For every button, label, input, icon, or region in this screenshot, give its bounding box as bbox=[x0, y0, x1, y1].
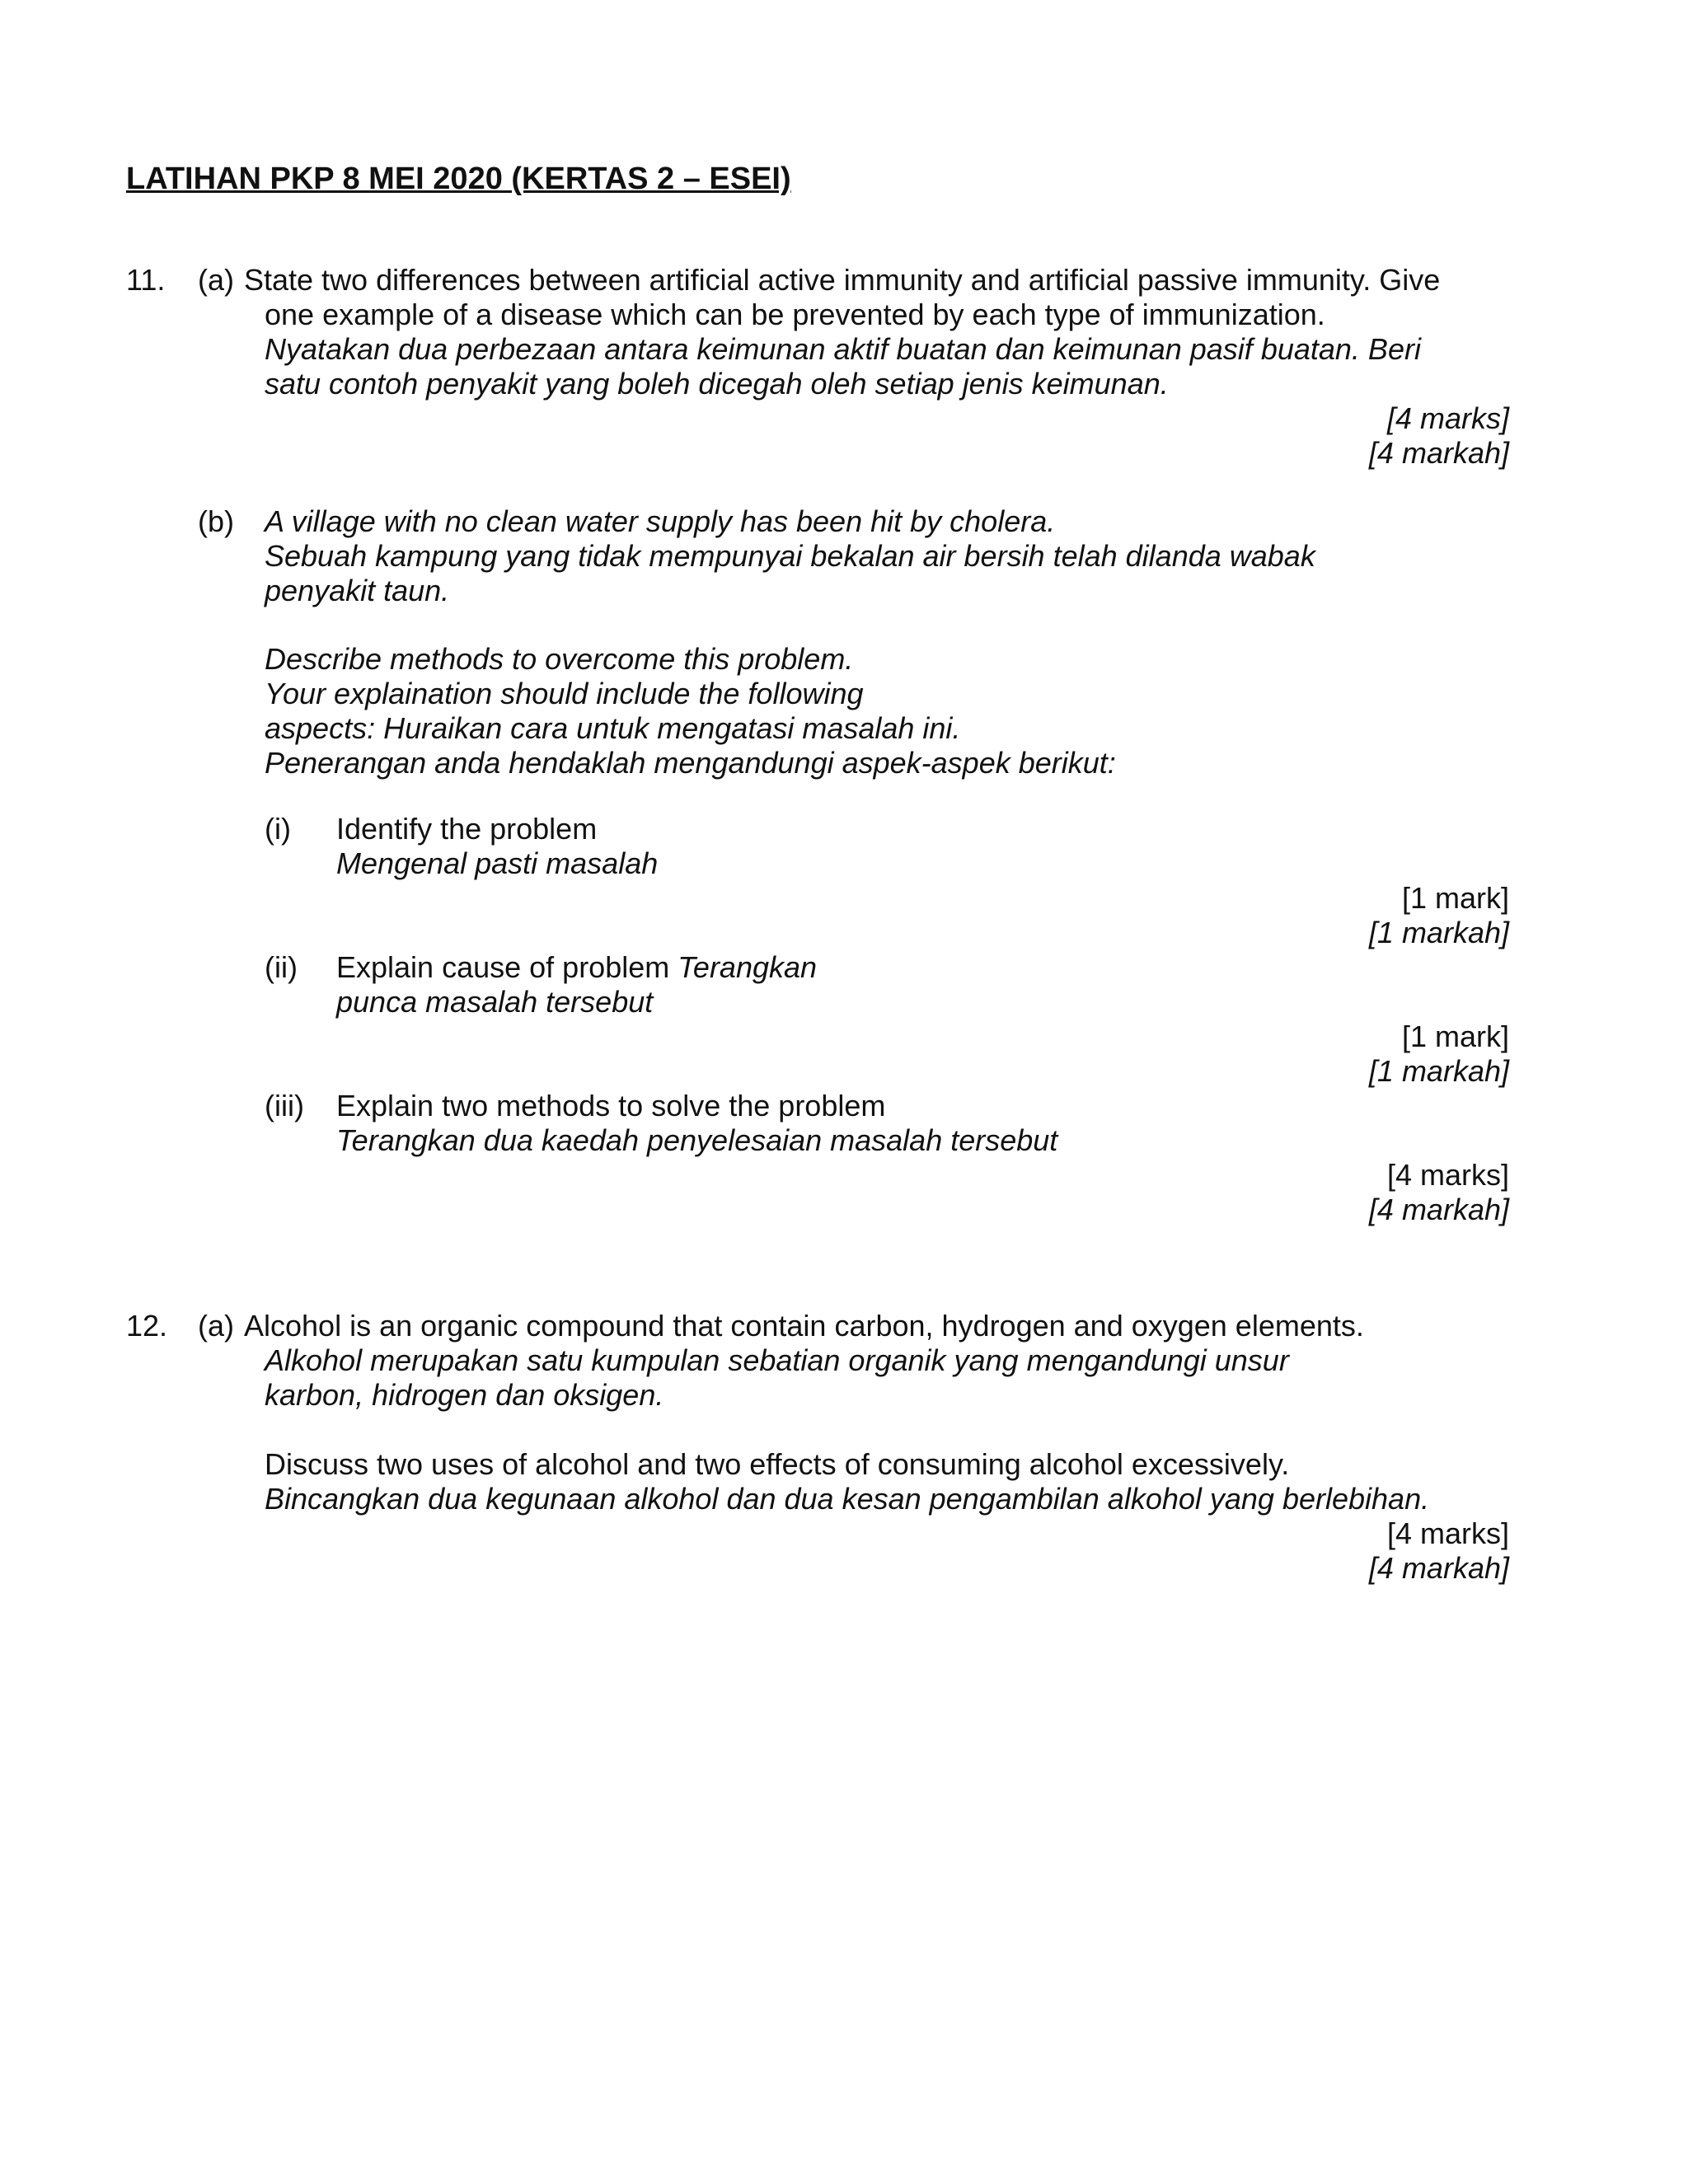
marks-label: [1 mark] bbox=[1401, 1019, 1509, 1053]
part-label: (a) bbox=[198, 263, 234, 297]
question-text-malay: Sebuah kampung yang tidak mempunyai bekalan air bersih telah dilanda wabak bbox=[265, 539, 1315, 573]
question-number: 12. bbox=[126, 1309, 168, 1343]
subpart-text: Identify the problem bbox=[336, 812, 598, 846]
question-text: aspects: Huraikan cara untuk mengatasi masalah ini. bbox=[265, 711, 961, 745]
marks-label-malay: [1 markah] bbox=[1368, 916, 1509, 949]
question-text: Alcohol is an organic compound that contain carbon, hydrogen and oxygen elements. bbox=[244, 1309, 1364, 1343]
page-title: LATIHAN PKP 8 MEI 2020 (KERTAS 2 – ESEI) bbox=[126, 162, 791, 196]
subpart-text-en: Explain cause of problem bbox=[336, 950, 678, 984]
subpart-text: Explain two methods to solve the problem bbox=[336, 1089, 886, 1122]
question-text-malay: satu contoh penyakit yang boleh dicegah oleh setiap jenis keimunan. bbox=[265, 367, 1169, 401]
question-text: A village with no clean water supply has been hit by cholera. bbox=[265, 504, 1056, 538]
question-text-malay: Bincangkan dua kegunaan alkohol dan dua kesan pengambilan alkohol yang berlebihan. bbox=[265, 1482, 1430, 1516]
subpart-label: (iii) bbox=[265, 1089, 304, 1122]
question-text-malay: Penerangan anda hendaklah mengandungi aspek-aspek berikut: bbox=[265, 746, 1116, 780]
question-text: State two differences between artificial active immunity and artificial passive immunity. Give bbox=[244, 263, 1441, 297]
subpart-text-malay: Mengenal pasti masalah bbox=[336, 846, 659, 880]
subpart-text-malay: Terangkan bbox=[678, 950, 818, 984]
marks-label-malay: [4 markah] bbox=[1368, 1193, 1509, 1226]
question-text: Discuss two uses of alcohol and two effects of consuming alcohol excessively. bbox=[265, 1447, 1290, 1481]
part-label: (a) bbox=[198, 1309, 234, 1343]
marks-label: [4 marks] bbox=[1386, 1158, 1509, 1192]
question-text: Describe methods to overcome this problem. bbox=[265, 642, 854, 676]
part-label: (b) bbox=[198, 504, 234, 538]
subpart-text-malay: Terangkan dua kaedah penyelesaian masalah tersebut bbox=[336, 1123, 1058, 1157]
subpart-text bbox=[336, 950, 817, 985]
marks-label-malay: [4 markah] bbox=[1368, 436, 1509, 470]
question-text: one example of a disease which can be prevented by each type of immunization. bbox=[265, 298, 1325, 331]
marks-label-malay: [4 markah] bbox=[1368, 1551, 1509, 1585]
question-text: Your explaination should include the following bbox=[265, 677, 864, 710]
subpart-label: (i) bbox=[265, 812, 291, 846]
subpart-text-malay: punca masalah tersebut bbox=[336, 985, 654, 1019]
marks-label: [4 marks] bbox=[1386, 1516, 1509, 1550]
question-number: 11. bbox=[126, 263, 166, 297]
marks-label-malay: [1 markah] bbox=[1368, 1054, 1509, 1088]
question-text-malay: karbon, hidrogen dan oksigen. bbox=[265, 1378, 664, 1412]
subpart-label: (ii) bbox=[265, 950, 298, 984]
question-text-malay: Alkohol merupakan satu kumpulan sebatian organik yang mengandungi unsur bbox=[265, 1343, 1289, 1377]
marks-label: [4 marks] bbox=[1386, 401, 1509, 435]
question-text-malay: Nyatakan dua perbezaan antara keimunan aktif buatan dan keimunan pasif buatan. Beri bbox=[265, 332, 1421, 366]
question-text-malay: penyakit taun. bbox=[265, 574, 450, 607]
marks-label: [1 mark] bbox=[1401, 881, 1509, 915]
